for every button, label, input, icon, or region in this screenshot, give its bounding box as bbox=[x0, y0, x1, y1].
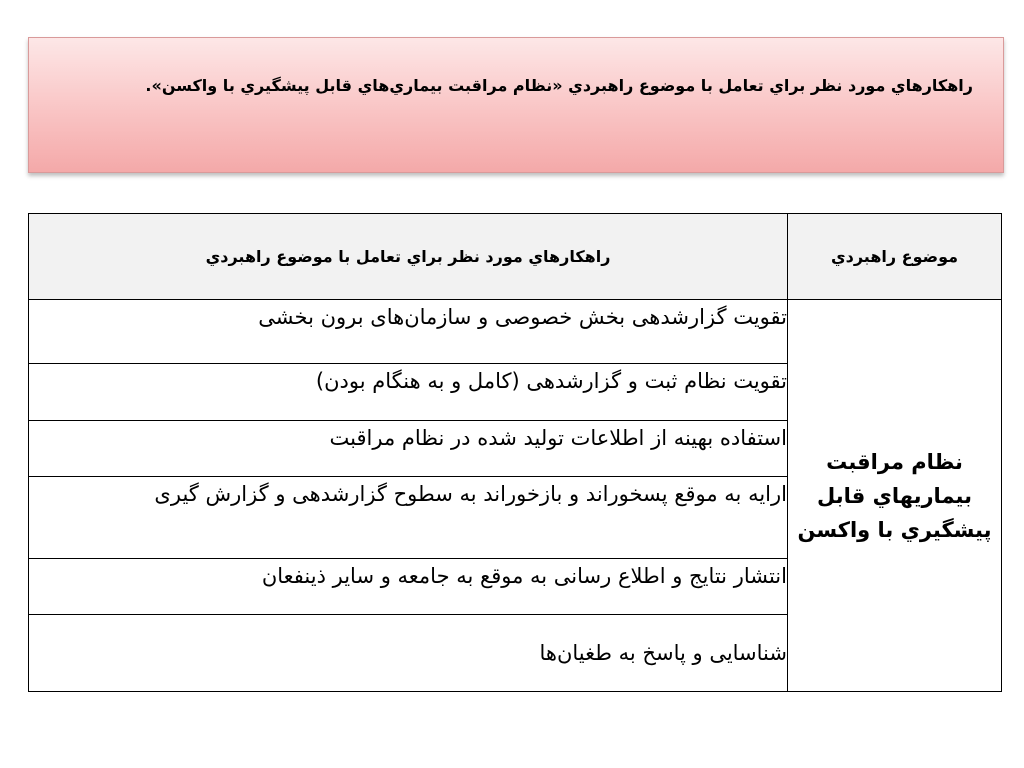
strategy-cell-5: انتشار نتایج و اطلاع رسانی به موقع به جامعه و سایر ذینفعان bbox=[29, 559, 788, 615]
header-topic: موضوع راهبردي bbox=[788, 214, 1002, 300]
header-strategies: راهكارهاي مورد نظر براي تعامل با موضوع راهبردي bbox=[29, 214, 788, 300]
strategy-cell-3: استفاده بهینه از اطلاعات تولید شده در نظام مراقبت bbox=[29, 421, 788, 477]
strategy-table bbox=[28, 213, 1002, 692]
slide-title: راهكارهاي مورد نظر براي تعامل با موضوع راهبردي «نظام مراقبت بيماري‌هاي قابل پيشگيري با واكسن». bbox=[145, 76, 973, 95]
strategy-cell-6: شناسایی و پاسخ به طغیان‌ها bbox=[29, 615, 788, 692]
table-header-row bbox=[29, 214, 1002, 300]
title-banner bbox=[28, 37, 1004, 173]
strategy-cell-2: تقویت نظام ثبت و گزارشدهی (کامل و به هنگام بودن) bbox=[29, 364, 788, 421]
strategy-cell-1: تقویت گزارشدهی بخش خصوصی و سازمان‌های برون بخشی bbox=[29, 300, 788, 364]
table-row bbox=[29, 300, 1002, 364]
strategy-cell-4: ارایه به موقع پسخوراند و بازخوراند به سطوح گزارشدهی و گزارش گیری bbox=[29, 477, 788, 559]
topic-cell: نظام مراقبت بيماريهاي قابل پيشگيري با واكسن bbox=[788, 300, 1002, 692]
